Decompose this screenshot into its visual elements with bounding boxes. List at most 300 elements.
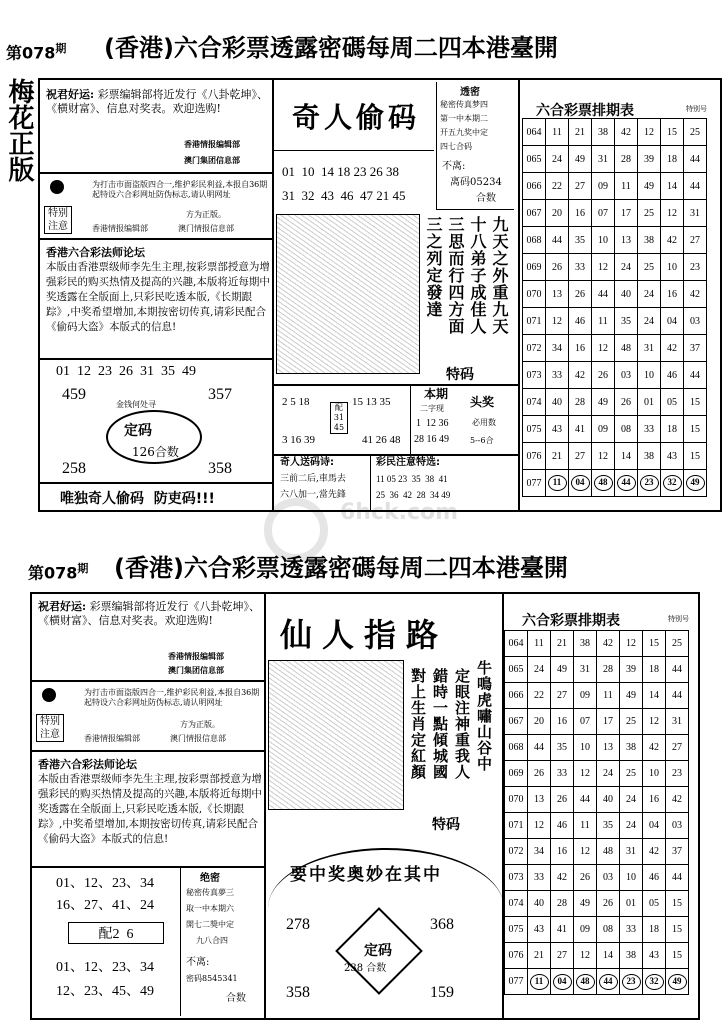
benqi-nums-2: 28 16 49: [414, 434, 449, 445]
rank-number-cell: 27: [666, 735, 689, 761]
rank-number-cell: 05: [661, 389, 684, 416]
notice-tag: 特别注意: [36, 714, 64, 742]
watermark: 6hck.com: [340, 500, 459, 525]
rank-number-cell: 21: [528, 943, 551, 969]
result-ball: 32: [645, 974, 664, 990]
rank-number-cell: 18: [661, 146, 684, 173]
result-ball: 04: [553, 974, 572, 990]
rank-number-cell: 03: [684, 308, 707, 335]
table-row-latest: [523, 470, 707, 497]
signature-2: 澳门集团信息部: [184, 156, 240, 165]
rank-number-cell: 15: [684, 416, 707, 443]
table-row: [523, 389, 707, 416]
headline-bottom: (香港)六合彩票透露密碼每周二四本港臺開: [114, 554, 568, 582]
rank-number-cell: 26: [592, 362, 615, 389]
rank-number-cell: 20: [546, 200, 569, 227]
ring-sub: 126合数: [132, 445, 179, 459]
result-ball: 48: [576, 974, 595, 990]
table-row: [505, 709, 689, 735]
rank-number-cell: 16: [661, 281, 684, 308]
rank-number-cell: 44: [546, 227, 569, 254]
rank-period-cell: 072: [505, 839, 528, 865]
rank-number-cell: 18: [643, 657, 666, 683]
rank-number-cell: 15: [666, 917, 689, 943]
rank-number-cell: 28: [551, 891, 574, 917]
table-row: [523, 335, 707, 362]
rank-period-cell: 065: [505, 657, 528, 683]
rank-period-cell: 071: [523, 308, 546, 335]
table-row: [505, 657, 689, 683]
rank-number-cell: 09: [574, 683, 597, 709]
rank-number-cell: 27: [551, 683, 574, 709]
rank-number-cell: 42: [569, 362, 592, 389]
result-ball: 32: [663, 475, 682, 491]
grid-left2: 3 16 39: [282, 434, 315, 446]
rank-number-cell: 44: [684, 146, 707, 173]
rank-number-cell: 14: [661, 173, 684, 200]
rank-number-cell: 49: [574, 891, 597, 917]
poem-col-3: 三思而行四方面: [446, 216, 465, 335]
rank-number-cell: 38: [620, 943, 643, 969]
result-ball: 23: [640, 475, 659, 491]
rank-number-cell: 17: [597, 709, 620, 735]
rank-number-cell: 12: [643, 709, 666, 735]
table-row: [505, 735, 689, 761]
rank-number-cell: 18: [661, 416, 684, 443]
rank-number-cell: 11: [597, 683, 620, 709]
rank-number-cell: 26: [528, 761, 551, 787]
rank-special-col-bottom: 特别号: [668, 615, 689, 623]
result-ball: 49: [686, 475, 705, 491]
rank-number-cell: 34: [528, 839, 551, 865]
notice-sig2b: 澳门情报信息部: [170, 734, 226, 743]
rank-result-cell: [666, 969, 689, 995]
rank-number-cell: 11: [592, 308, 615, 335]
corner-bl: 358: [286, 984, 310, 1001]
table-row: [505, 631, 689, 657]
mima-line-1: 秘密传真梦四: [440, 100, 488, 109]
mima-line-2: 取一中本期六: [186, 904, 234, 913]
rank-number-cell: 49: [592, 389, 615, 416]
rank-period-cell: 077: [523, 470, 546, 497]
table-row: [523, 173, 707, 200]
rank-number-cell: 42: [551, 865, 574, 891]
mima-line-2: 第一中本期二: [440, 114, 488, 123]
rank-number-cell: 25: [684, 119, 707, 146]
poem-col-1: 牛鳴虎嘯山谷中: [475, 660, 493, 772]
rank-number-cell: 24: [620, 787, 643, 813]
result-ball: 49: [668, 974, 687, 990]
rank-number-cell: 24: [638, 308, 661, 335]
rank-number-cell: 16: [569, 335, 592, 362]
qiren-line-2: 六八加一,當先鋒: [280, 490, 346, 500]
rank-title-bottom: 六合彩票排期表: [522, 613, 620, 629]
rank-number-cell: 16: [569, 200, 592, 227]
rank-number-cell: 42: [666, 787, 689, 813]
rank-number-cell: 08: [615, 416, 638, 443]
rank-result-cell: [551, 969, 574, 995]
rank-number-cell: 31: [574, 657, 597, 683]
rank-number-cell: 03: [597, 865, 620, 891]
table-row: [505, 683, 689, 709]
rank-result-cell: [592, 470, 615, 497]
rank-number-cell: 24: [528, 657, 551, 683]
wish-text: 彩票编辑部将近发行《八卦乾坤》、《横财富》、信息对奖表。欢迎选购!: [38, 600, 261, 627]
poem-col-3: 錯時一點傾城國: [431, 668, 449, 780]
divider: [410, 386, 411, 454]
rank-number-cell: 15: [643, 631, 666, 657]
warrior-illustration: [276, 214, 420, 374]
mima-line-3: 開七二獎中定: [186, 920, 234, 929]
rank-number-cell: 10: [661, 254, 684, 281]
rank-number-cell: 46: [661, 362, 684, 389]
rank-result-cell: [574, 969, 597, 995]
rank-number-cell: 12: [574, 839, 597, 865]
rank-number-cell: 22: [546, 173, 569, 200]
rank-number-cell: 28: [597, 657, 620, 683]
rank-number-cell: 44: [574, 787, 597, 813]
table-row: [523, 281, 707, 308]
table-row: [523, 308, 707, 335]
rank-number-cell: 41: [569, 416, 592, 443]
signature-1: 香港情报编辑部: [168, 652, 224, 661]
rank-number-cell: 35: [615, 308, 638, 335]
rank-number-cell: 40: [528, 891, 551, 917]
rank-number-cell: 24: [638, 281, 661, 308]
mima-code: 离码05234: [450, 177, 502, 188]
poem-col-4: 三之列定發達: [424, 216, 443, 318]
wish-label: 祝君好运:: [38, 600, 87, 613]
rank-number-cell: 09: [574, 917, 597, 943]
rank-number-cell: 26: [569, 281, 592, 308]
rank-number-cell: 42: [661, 227, 684, 254]
table-row: [505, 761, 689, 787]
horseman-illustration: [268, 660, 404, 810]
mima-buli: 不离:: [186, 957, 210, 968]
caimin-line-2: 25 36 42 28 34 49: [376, 490, 451, 500]
mima-title: 绝密: [200, 873, 220, 884]
rank-period-cell: 067: [523, 200, 546, 227]
result-ball: 23: [622, 974, 641, 990]
rank-number-cell: 10: [574, 735, 597, 761]
rank-number-cell: 42: [597, 631, 620, 657]
rank-number-cell: 35: [569, 227, 592, 254]
notice-sig2b: 澳门情报信息部: [178, 224, 234, 233]
rank-number-cell: 42: [661, 335, 684, 362]
rank-number-cell: 15: [684, 389, 707, 416]
rank-number-cell: 31: [684, 200, 707, 227]
table-row: [505, 865, 689, 891]
rank-number-cell: 25: [620, 709, 643, 735]
table-row: [505, 917, 689, 943]
rank-period-cell: 064: [505, 631, 528, 657]
rank-period-cell: 066: [523, 173, 546, 200]
mima-heshu: 合数: [476, 193, 496, 204]
corner-tr: 368: [430, 916, 454, 933]
table-row: [505, 787, 689, 813]
table-row: [523, 416, 707, 443]
rank-number-cell: 23: [666, 761, 689, 787]
nums-b1: 01、12、23、34: [56, 960, 154, 975]
rank-number-cell: 44: [684, 173, 707, 200]
rank-result-cell: [597, 969, 620, 995]
notice-text: 为打击市面盗版四合一,维护彩民利益,本报自36期起特设六合彩网址防伪标志,请认明网址: [84, 688, 260, 707]
caimin-line-1: 11 05 23 35 38 41: [376, 474, 448, 484]
rank-number-cell: 26: [546, 254, 569, 281]
rank-number-cell: 35: [597, 813, 620, 839]
corner-br: 358: [208, 460, 232, 477]
rank-number-cell: 07: [574, 709, 597, 735]
rank-number-cell: 22: [528, 683, 551, 709]
mima-buli: 不离:: [442, 161, 466, 172]
table-row-latest: [505, 969, 689, 995]
notice-text: 为打击市面盗版四合一,维护彩民利益,本报自36期起特设六合彩网址防伪标志,请认明网址: [92, 180, 268, 199]
rank-number-cell: 24: [546, 146, 569, 173]
rank-number-cell: 42: [615, 119, 638, 146]
rank-number-cell: 38: [638, 443, 661, 470]
rank-number-cell: 33: [551, 761, 574, 787]
poem-col-2: 定眼注神重我人: [453, 668, 471, 780]
table-row: [523, 362, 707, 389]
center-nums-2: 31 32 43 46 47 21 45: [282, 188, 406, 203]
rank-number-cell: 24: [615, 254, 638, 281]
rank-number-cell: 25: [666, 631, 689, 657]
rank-period-cell: 069: [523, 254, 546, 281]
divider: [180, 866, 181, 1016]
rank-number-cell: 15: [666, 891, 689, 917]
mima-line-3: 开五九奖中定: [440, 128, 488, 137]
rank-number-cell: 14: [597, 943, 620, 969]
divider: [274, 150, 434, 151]
issue-prefix: 第078: [6, 43, 56, 63]
rank-table-top: [522, 118, 707, 497]
rank-number-cell: 33: [620, 917, 643, 943]
rank-number-cell: 16: [551, 839, 574, 865]
rank-number-cell: 46: [643, 865, 666, 891]
divider: [274, 384, 518, 386]
rank-number-cell: 11: [528, 631, 551, 657]
center-title-top: 奇人偷码: [292, 101, 421, 134]
notice-sig2a: 香港情报编辑部: [84, 734, 140, 743]
rank-number-cell: 12: [528, 813, 551, 839]
column-divider: [264, 594, 266, 1018]
table-row: [523, 119, 707, 146]
caimin-label: 彩民注意特选:: [376, 457, 440, 468]
mima-line-1: 秘密传真夢三: [186, 888, 234, 897]
rank-number-cell: 42: [643, 735, 666, 761]
nums-a1: 01、12、23、34: [56, 876, 154, 891]
rank-number-cell: 21: [569, 119, 592, 146]
mima-heshu: 合数: [226, 993, 246, 1004]
rank-period-cell: 076: [523, 443, 546, 470]
rank-number-cell: 39: [638, 146, 661, 173]
rank-number-cell: 24: [597, 761, 620, 787]
rank-number-cell: 44: [528, 735, 551, 761]
rank-number-cell: 27: [569, 443, 592, 470]
rank-number-cell: 31: [620, 839, 643, 865]
table-row: [523, 254, 707, 281]
issue-suffix: 期: [77, 562, 89, 575]
corner-tl: 459: [62, 386, 86, 403]
rank-period-cell: 069: [505, 761, 528, 787]
rank-number-cell: 34: [546, 335, 569, 362]
table-row: [505, 839, 689, 865]
notice-tag: 特别注意: [44, 206, 72, 234]
rank-number-cell: 38: [574, 631, 597, 657]
rank-number-cell: 12: [592, 254, 615, 281]
divider: [40, 358, 272, 360]
notice-sig1: 方为正版。: [186, 210, 226, 219]
divider: [274, 454, 518, 456]
benqi-nums-1: 1 12 36: [416, 418, 449, 429]
rank-number-cell: 25: [620, 761, 643, 787]
rank-period-cell: 068: [523, 227, 546, 254]
rank-period-cell: 074: [523, 389, 546, 416]
signature-1: 香港情报编辑部: [184, 140, 240, 149]
rank-period-cell: 070: [505, 787, 528, 813]
teshu-label-top: 特码: [446, 367, 474, 383]
diamond-sub: 238 合数: [344, 963, 387, 974]
rank-number-cell: 49: [620, 683, 643, 709]
rank-period-cell: 074: [505, 891, 528, 917]
rank-number-cell: 38: [620, 735, 643, 761]
rank-number-cell: 04: [661, 308, 684, 335]
corner-bl: 258: [62, 460, 86, 477]
rank-number-cell: 08: [597, 917, 620, 943]
rank-number-cell: 37: [666, 839, 689, 865]
table-row: [523, 200, 707, 227]
rank-number-cell: 31: [638, 335, 661, 362]
rank-number-cell: 12: [592, 443, 615, 470]
divider: [32, 680, 264, 682]
rank-number-cell: 14: [615, 443, 638, 470]
table-row: [523, 146, 707, 173]
pei-label: 配2 6: [68, 922, 164, 944]
rank-number-cell: 09: [592, 173, 615, 200]
teshu-label-bottom: 特码: [432, 817, 460, 833]
headline-top: (香港)六合彩票透露密碼每周二四本港臺開: [104, 34, 558, 62]
rank-number-cell: 33: [569, 254, 592, 281]
grid-left: 2 5 18: [282, 396, 310, 408]
rank-period-cell: 065: [523, 146, 546, 173]
rank-number-cell: 12: [574, 761, 597, 787]
corner-tl: 278: [286, 916, 310, 933]
rank-number-cell: 20: [528, 709, 551, 735]
signature-2: 澳门集团信息部: [168, 666, 224, 675]
result-ball: 44: [617, 475, 636, 491]
rank-number-cell: 49: [638, 173, 661, 200]
rank-number-cell: 42: [684, 281, 707, 308]
rank-result-cell: [643, 969, 666, 995]
poem-col-2: 十八弟子成佳人: [468, 216, 487, 335]
rank-number-cell: 09: [592, 416, 615, 443]
mima-code: 密码8545341: [186, 974, 238, 983]
grid-mid: 配31 45: [330, 402, 348, 434]
rank-number-cell: 37: [684, 335, 707, 362]
rank-number-cell: 01: [620, 891, 643, 917]
rank-number-cell: 12: [592, 335, 615, 362]
notice-sig1: 方为正版。: [180, 720, 220, 729]
nums-a2: 16、27、41、24: [56, 898, 154, 913]
rank-period-cell: 072: [523, 335, 546, 362]
rank-period-cell: 076: [505, 943, 528, 969]
rank-number-cell: 33: [638, 416, 661, 443]
benqi-label: 本期: [424, 387, 449, 401]
rank-period-cell: 073: [505, 865, 528, 891]
grid-right: 15 13 35: [352, 396, 391, 408]
qiren-label: 奇人送码诗:: [280, 457, 334, 468]
grid-right2: 41 26 48: [362, 434, 401, 446]
table-row: [505, 813, 689, 839]
rank-period-cell: 064: [523, 119, 546, 146]
rank-number-cell: 16: [643, 787, 666, 813]
rank-result-cell: [620, 969, 643, 995]
rank-number-cell: 41: [551, 917, 574, 943]
rank-number-cell: 04: [643, 813, 666, 839]
rank-period-cell: 075: [523, 416, 546, 443]
table-row: [523, 227, 707, 254]
column-divider: [518, 80, 520, 510]
rank-number-cell: 21: [551, 631, 574, 657]
result-ball: 11: [548, 475, 567, 491]
rank-special-col-top: 特别号: [686, 105, 707, 113]
rank-number-cell: 26: [597, 891, 620, 917]
rank-number-cell: 43: [528, 917, 551, 943]
rank-period-cell: 075: [505, 917, 528, 943]
rank-number-cell: 33: [546, 362, 569, 389]
rank-number-cell: 46: [551, 813, 574, 839]
toujiang-range: 5--6合: [470, 436, 494, 445]
rank-number-cell: 12: [620, 631, 643, 657]
benqi-sub: 二字现: [420, 404, 444, 413]
rank-result-cell: [684, 470, 707, 497]
result-ball: 48: [594, 475, 613, 491]
rank-number-cell: 42: [643, 839, 666, 865]
divider: [40, 482, 272, 484]
rank-number-cell: 11: [615, 173, 638, 200]
divider: [40, 238, 272, 240]
rank-number-cell: 39: [620, 657, 643, 683]
qiren-line-1: 三前二后,車馬去: [280, 474, 346, 484]
rank-number-cell: 44: [666, 657, 689, 683]
forum-text: 本版由香港票级师李先生主理,按彩票部授意为增强彩民的购买热情及提高的兴趣,本版将近每期中奖透露在全版面上,只彩民吃透本版,《长期跟踪》,中奖希望增加,本期按密切传真,请彩民配合《偷码大盗》本版式的信息!: [38, 773, 262, 845]
rank-number-cell: 12: [574, 943, 597, 969]
rank-number-cell: 38: [592, 119, 615, 146]
rank-number-cell: 24: [620, 813, 643, 839]
rank-number-cell: 15: [666, 943, 689, 969]
rank-number-cell: 27: [551, 943, 574, 969]
poem-col-4: 對上生肖定紅顏: [409, 668, 427, 780]
notice-sig2a: 香港情报编辑部: [92, 224, 148, 233]
corner-br: 159: [430, 984, 454, 1001]
rank-title-top: 六合彩票排期表: [536, 103, 634, 119]
rank-number-cell: 48: [615, 335, 638, 362]
toujiang-sub: 必用数: [472, 418, 496, 427]
rank-number-cell: 16: [551, 709, 574, 735]
rank-result-cell: [661, 470, 684, 497]
rank-number-cell: 10: [592, 227, 615, 254]
poem-col-1: 九天之外重九天: [490, 216, 509, 335]
rank-number-cell: 33: [528, 865, 551, 891]
rank-period-cell: 067: [505, 709, 528, 735]
rank-number-cell: 48: [597, 839, 620, 865]
rank-number-cell: 13: [528, 787, 551, 813]
rank-number-cell: 43: [643, 943, 666, 969]
rank-number-cell: 15: [661, 119, 684, 146]
divider: [40, 172, 272, 174]
rank-number-cell: 49: [551, 657, 574, 683]
divider: [32, 866, 264, 868]
